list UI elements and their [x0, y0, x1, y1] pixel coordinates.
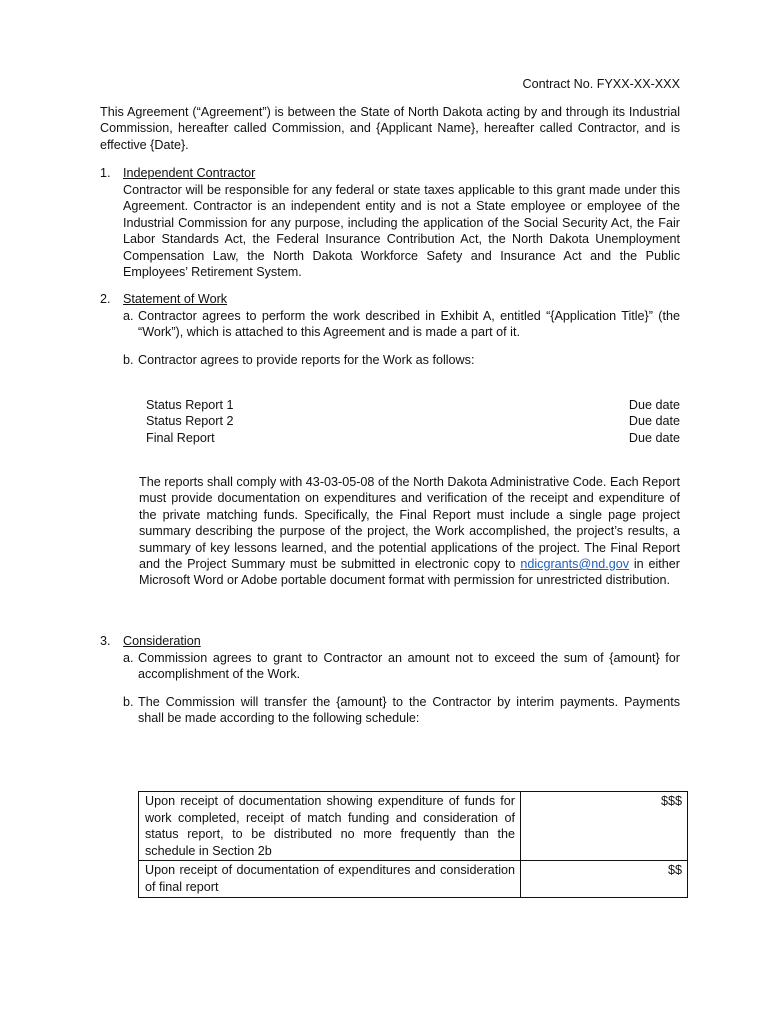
section-2b-text: Contractor agrees to provide reports for the Work as follows:: [138, 353, 475, 367]
payment-amount: $$$: [521, 792, 688, 861]
report-requirements-text-end: in either Microsoft Word or Adobe portable document format with permission for unrestricted distribution.: [139, 557, 681, 588]
report-row: [146, 413, 680, 429]
table-row: [139, 792, 688, 861]
section-1-number: 1.: [100, 166, 111, 180]
section-3-title: Consideration: [123, 634, 201, 648]
report-name: Status Report 2: [146, 414, 234, 429]
section-3b-label: b.: [123, 695, 134, 709]
section-2a-text: Contractor agrees to perform the work described in Exhibit A, entitled “{Application Title}” (the “Work”), which is attached to this Agreement and is made a part of it.: [138, 309, 680, 340]
report-name: Status Report 1: [146, 398, 234, 412]
report-name: Final Report: [146, 430, 215, 445]
report-due-date: Due date: [628, 414, 680, 429]
payment-description: Upon receipt of documentation of expenditures and consideration of final report: [139, 861, 521, 897]
email-link[interactable]: ndicgrants@nd.gov: [520, 557, 630, 572]
payment-description: Upon receipt of documentation showing expenditure of funds for work completed, receipt of match funding and consideration of status report, to be distributed no more frequently than the schedule in Section 2b: [139, 792, 521, 861]
report-requirements-paragraph: [139, 474, 680, 589]
section-2b-label: b.: [123, 353, 134, 367]
section-2-number: 2.: [100, 292, 111, 306]
section-3a-label: a.: [123, 651, 134, 665]
intro-paragraph: This Agreement (“Agreement”) is between the State of North Dakota acting by and through its Industrial Commission, hereafter called Commission, and {Applicant Name}, hereafter called Contractor, and is effective {Date}.: [100, 105, 680, 152]
report-schedule: [146, 397, 680, 446]
section-3a-text: Commission agrees to grant to Contractor an amount not to exceed the sum of {amount} for accomplishment of the Work.: [138, 651, 680, 682]
contract-number: Contract No. FYXX-XX-XXX: [522, 77, 680, 91]
section-3b-text: The Commission will transfer the {amount} to the Contractor by interim payments. Payments shall be made according to the following schedule:: [138, 695, 680, 726]
section-1-title: Independent Contractor: [123, 166, 256, 180]
report-row: [146, 397, 680, 413]
section-2a-label: a.: [123, 309, 134, 323]
section-3-number: 3.: [100, 634, 111, 648]
report-due-date: Due date: [628, 430, 680, 445]
report-requirements-text: The reports shall comply with 43-03-05-08 of the North Dakota Administrative Code. Each Report must provide documentation on expenditures and verification of the receipt and expenditure of the private matching funds. Specifically, the Final Report must include a single page project summary describing the purpose of the project, the Work accomplished, the project’s results, a summary of key lessons learned, and the potential applications of the project. The Final Report and the Project Summary must be submitted in electronic copy to: [139, 475, 680, 572]
report-row: [146, 430, 680, 446]
section-2-title: Statement of Work: [123, 292, 228, 306]
table-row: [139, 861, 688, 897]
section-1-body: Contractor will be responsible for any federal or state taxes applicable to this grant made under this Agreement. Contractor is an independent entity and is not a State employee or employee of the Industrial Commission for any purpose, including the application of the Social Security Act, the Fair Labor Standards Act, the Federal Insurance Contribution Act, the North Dakota Unemployment Compensation Law, the North Dakota Workforce Safety and Insurance Act and the Public Employees’ Retirement System.: [123, 183, 680, 280]
report-due-date: Due date: [628, 398, 680, 412]
payment-schedule-table: [138, 791, 688, 898]
payment-amount: $$: [521, 861, 688, 897]
